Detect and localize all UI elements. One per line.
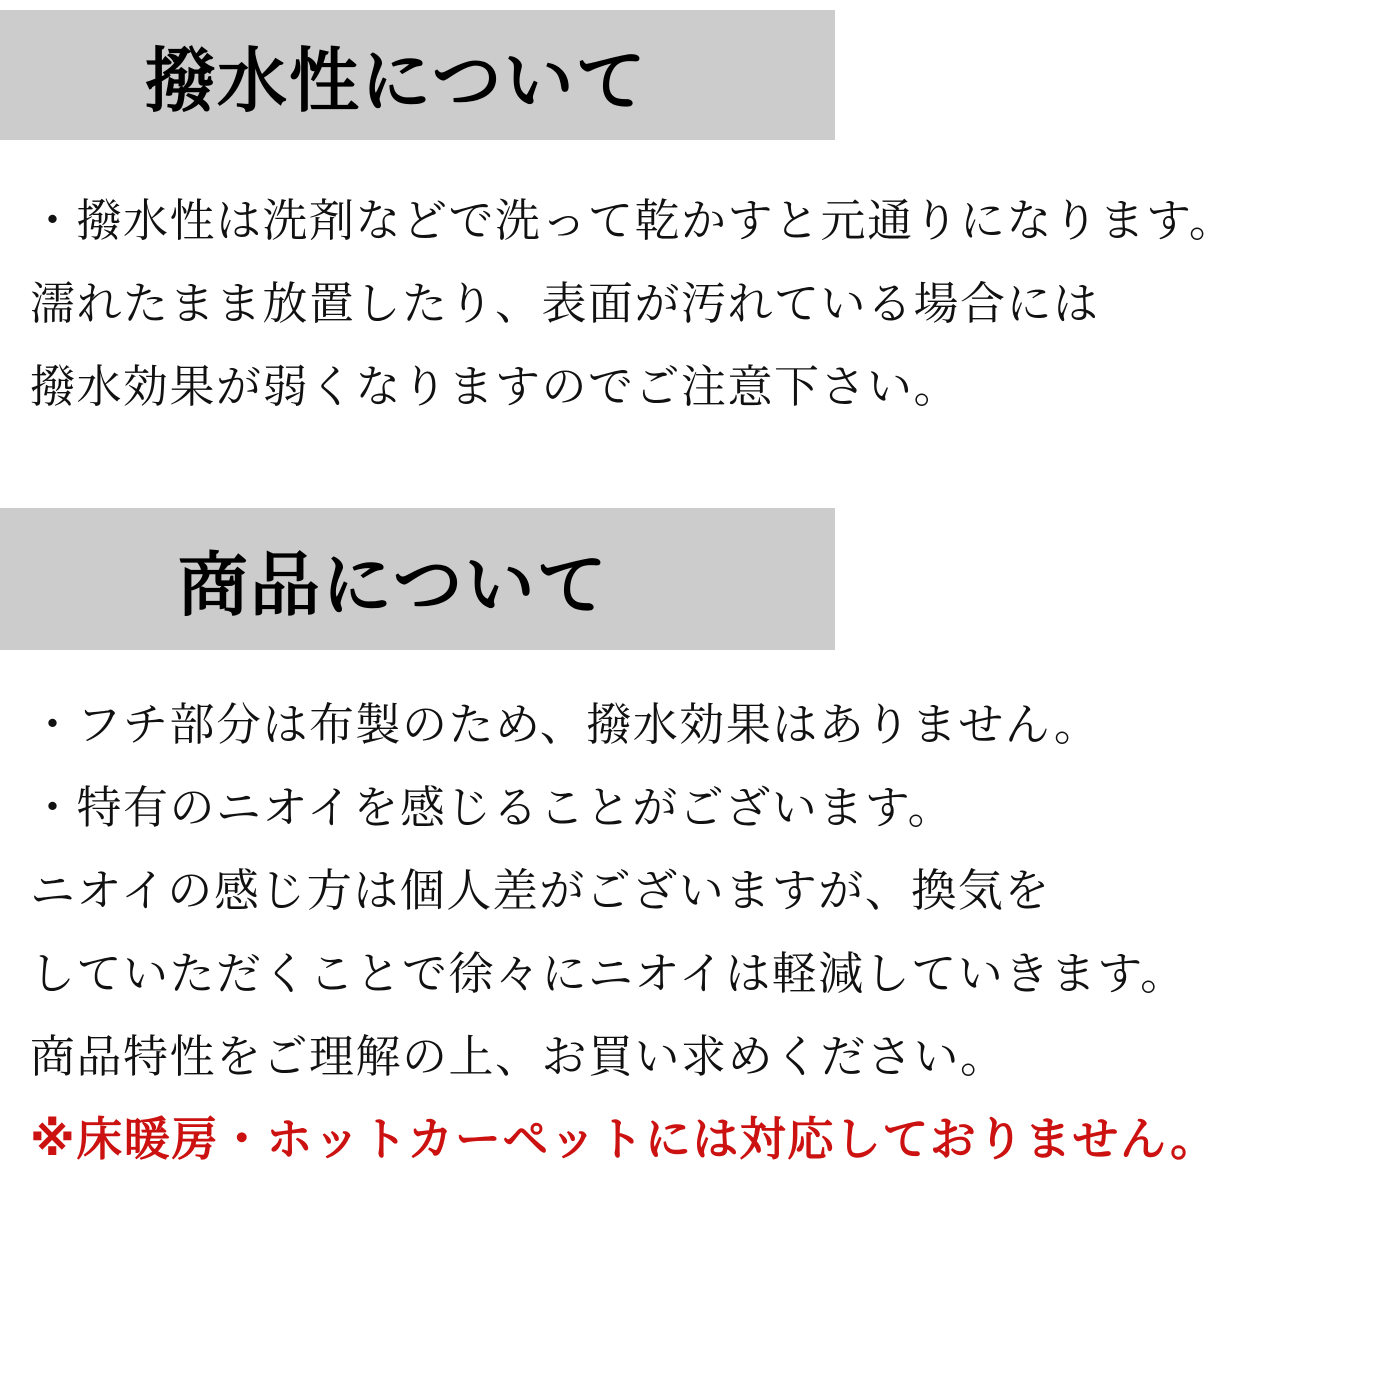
product-note-line-1: ・フチ部分は布製のため、撥水効果はありません。 [30,699,1101,750]
product-note-line-2: ・特有のニオイを感じることがございます。 [30,782,955,833]
water-repellency-note-line-1: ・撥水性は洗剤などで洗って乾かすと元通りになります。 [30,195,1236,246]
section-title-water-repellency: 撥水性について [145,41,648,120]
section-header-water-repellency [0,10,835,140]
product-note-line-4: していただくことで徐々にニオイは軽減していきます。 [30,948,1187,999]
water-repellency-note-line-3: 撥水効果が弱くなりますのでご注意下さい。 [30,361,961,412]
water-repellency-note-line-2: 濡れたまま放置したり、表面が汚れている場合には [30,278,1100,329]
section-title-product: 商品について [178,545,609,624]
product-note-line-5: 商品特性をご理解の上、お買い求めください。 [30,1031,1007,1082]
product-note-line-3: ニオイの感じ方は個人差がございますが、換気を [30,865,1051,916]
section-header-product [0,508,835,650]
floor-heating-warning-text: ※床暖房・ホットカーペットには対応しておりません。 [30,1113,1218,1165]
